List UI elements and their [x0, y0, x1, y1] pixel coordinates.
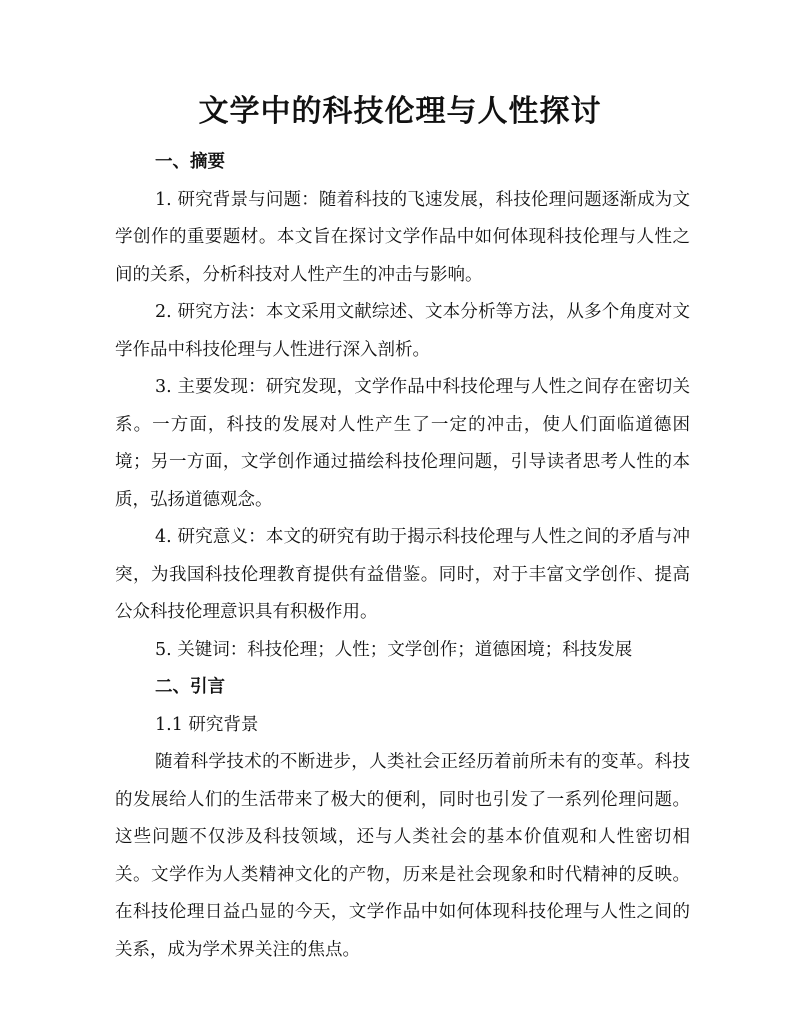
intro-paragraph: 随着科学技术的不断进步，人类社会正经历着前所未有的变革。科技的发展给人们的生活带来了极大的便利，同时也引发了一系列伦理问题。这些问题不仅涉及科技领域，还与人类社会的基本价值观和人性密切相关。文学作为人类精神文化的产物，历来是社会现象和时代精神的反映。在科技伦理日益凸显的今天，文学作品中如何体现科技伦理与人性之间的关系，成为学术界关注的焦点。 [115, 752, 690, 960]
abstract-item-findings: 3. 主要发现：研究发现，文学作品中科技伦理与人性之间存在密切关系。一方面，科技的发展对人性产生了一定的冲击，使人们面临道德困境；另一方面，文学创作通过描绘科技伦理问题，引导读者思考人性的本质，弘扬道德观念。 [115, 377, 690, 510]
document-title: 文学中的科技伦理与人性探讨 [198, 94, 602, 129]
abstract-item-significance: 4. 研究意义：本文的研究有助于揭示科技伦理与人性之间的矛盾与冲突，为我国科技伦理教育提供有益借鉴。同时，对于丰富文学创作、提高公众科技伦理意识具有积极作用。 [115, 527, 690, 622]
section-heading-abstract: 一、摘要 [155, 152, 225, 172]
abstract-item-method: 2. 研究方法：本文采用文献综述、文本分析等方法，从多个角度对文学作品中科技伦理与人性进行深入剖析。 [115, 302, 690, 360]
document-body [115, 144, 690, 969]
abstract-item-keywords: 5. 关键词：科技伦理；人性；文学创作；道德困境；科技发展 [155, 639, 633, 660]
section-heading-introduction: 二、引言 [155, 677, 225, 697]
abstract-item-background: 1. 研究背景与问题：随着科技的飞速发展，科技伦理问题逐渐成为文学创作的重要题材。本文旨在探讨文学作品中如何体现科技伦理与人性之间的关系，分析科技对人性产生的冲击与影响。 [115, 189, 690, 285]
subsection-heading-background: 1.1 研究背景 [155, 714, 259, 735]
